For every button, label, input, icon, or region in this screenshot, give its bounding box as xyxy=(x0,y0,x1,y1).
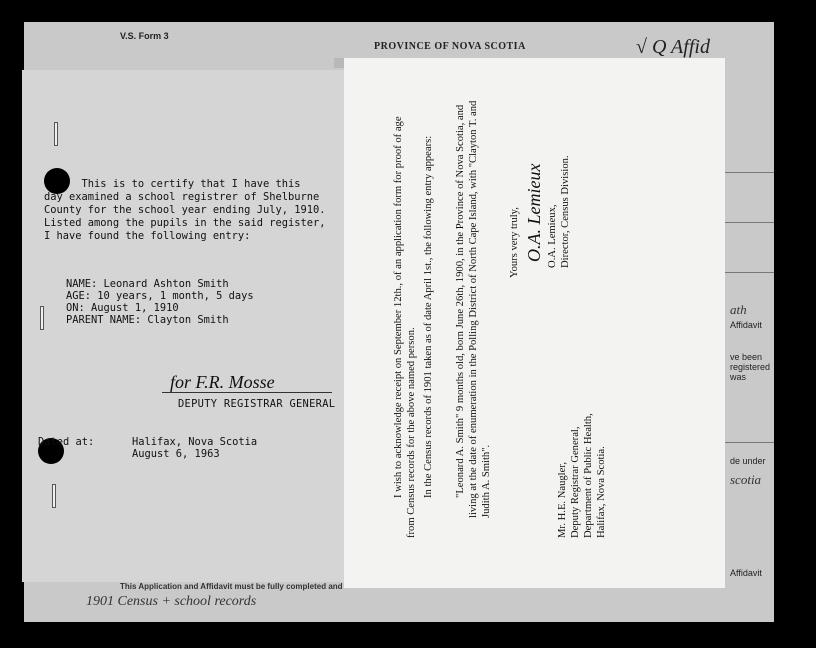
handwritten-margin-word: scotia xyxy=(730,472,762,487)
letter-rotated-content xyxy=(374,88,694,538)
certificate-card xyxy=(22,70,344,582)
letter-paragraph-1: I wish to acknowledge receipt on September 12th., of an application form for proof of age from Census records for the above named person. xyxy=(393,116,417,538)
handwritten-top-note: √ Q Affid xyxy=(636,36,710,58)
certificate-entry: NAME: Leonard Ashton Smith AGE: 10 years, 1 month, 5 days ON: August 1, 1910 PARENT NAME: Clayton Smith xyxy=(66,278,254,326)
staple xyxy=(40,306,44,330)
form-rule xyxy=(724,272,774,273)
staple xyxy=(54,122,58,146)
letter-paragraph-2: In the Census records of 1901 taken as of date April 1st., the following entry appears: xyxy=(423,135,434,498)
handwritten-note: 1901 Census + school records xyxy=(86,594,257,609)
form-rule xyxy=(724,222,774,223)
place-and-date: Halifax, Nova Scotia August 6, 1963 xyxy=(132,436,258,460)
census-letter xyxy=(344,58,725,588)
form-province-heading: PROVINCE OF NOVA SCOTIA xyxy=(374,41,526,52)
handwritten-margin-word: ath xyxy=(730,302,747,317)
dated-label: Dated at: xyxy=(38,436,95,448)
form-margin-word: Affidavit xyxy=(730,320,762,330)
signature-line xyxy=(162,392,332,393)
staple xyxy=(52,484,56,508)
form-footer-text: This Application and Affidavit must be fully completed and xyxy=(120,582,343,591)
form-margin-word: de under xyxy=(730,456,766,466)
certificate-signer-title: DEPUTY REGISTRAR GENERAL xyxy=(178,398,336,410)
letter-handwritten-signature: O.A. Lemieux xyxy=(524,163,544,262)
certificate-paragraph: This is to certify that I have this day examined a school registrer of Shelburne County for the school year ending July, 1910. Listed among the pupils in the said register, I have found the following entry: xyxy=(44,178,326,242)
letter-closing: Yours very truly, xyxy=(509,207,520,278)
certificate-signature: for F.R. Mosse xyxy=(170,372,275,392)
form-margin-word: Affidavit xyxy=(730,568,762,578)
form-rule xyxy=(724,172,774,173)
form-margin-word: ve been registered was xyxy=(730,352,771,382)
letter-paragraph-3: "Leonard A. Smith" 9 months old, born June 26th, 1900, in the Province of Nova Scotia, and living at the date of enumeration in the Polling District of North Cape Island, with "Clayton T. and Judith A. Smith". xyxy=(455,100,492,518)
letter-addressee: Mr. H.E. Naugler, Deputy Registrar General, Department of Public Health, Halifax, Nova Scotia. xyxy=(557,413,607,538)
letter-signature-block: O.A. Lemieux, Director, Census Division. xyxy=(547,155,571,268)
form-rule xyxy=(724,442,774,443)
form-id: V.S. Form 3 xyxy=(120,31,169,41)
